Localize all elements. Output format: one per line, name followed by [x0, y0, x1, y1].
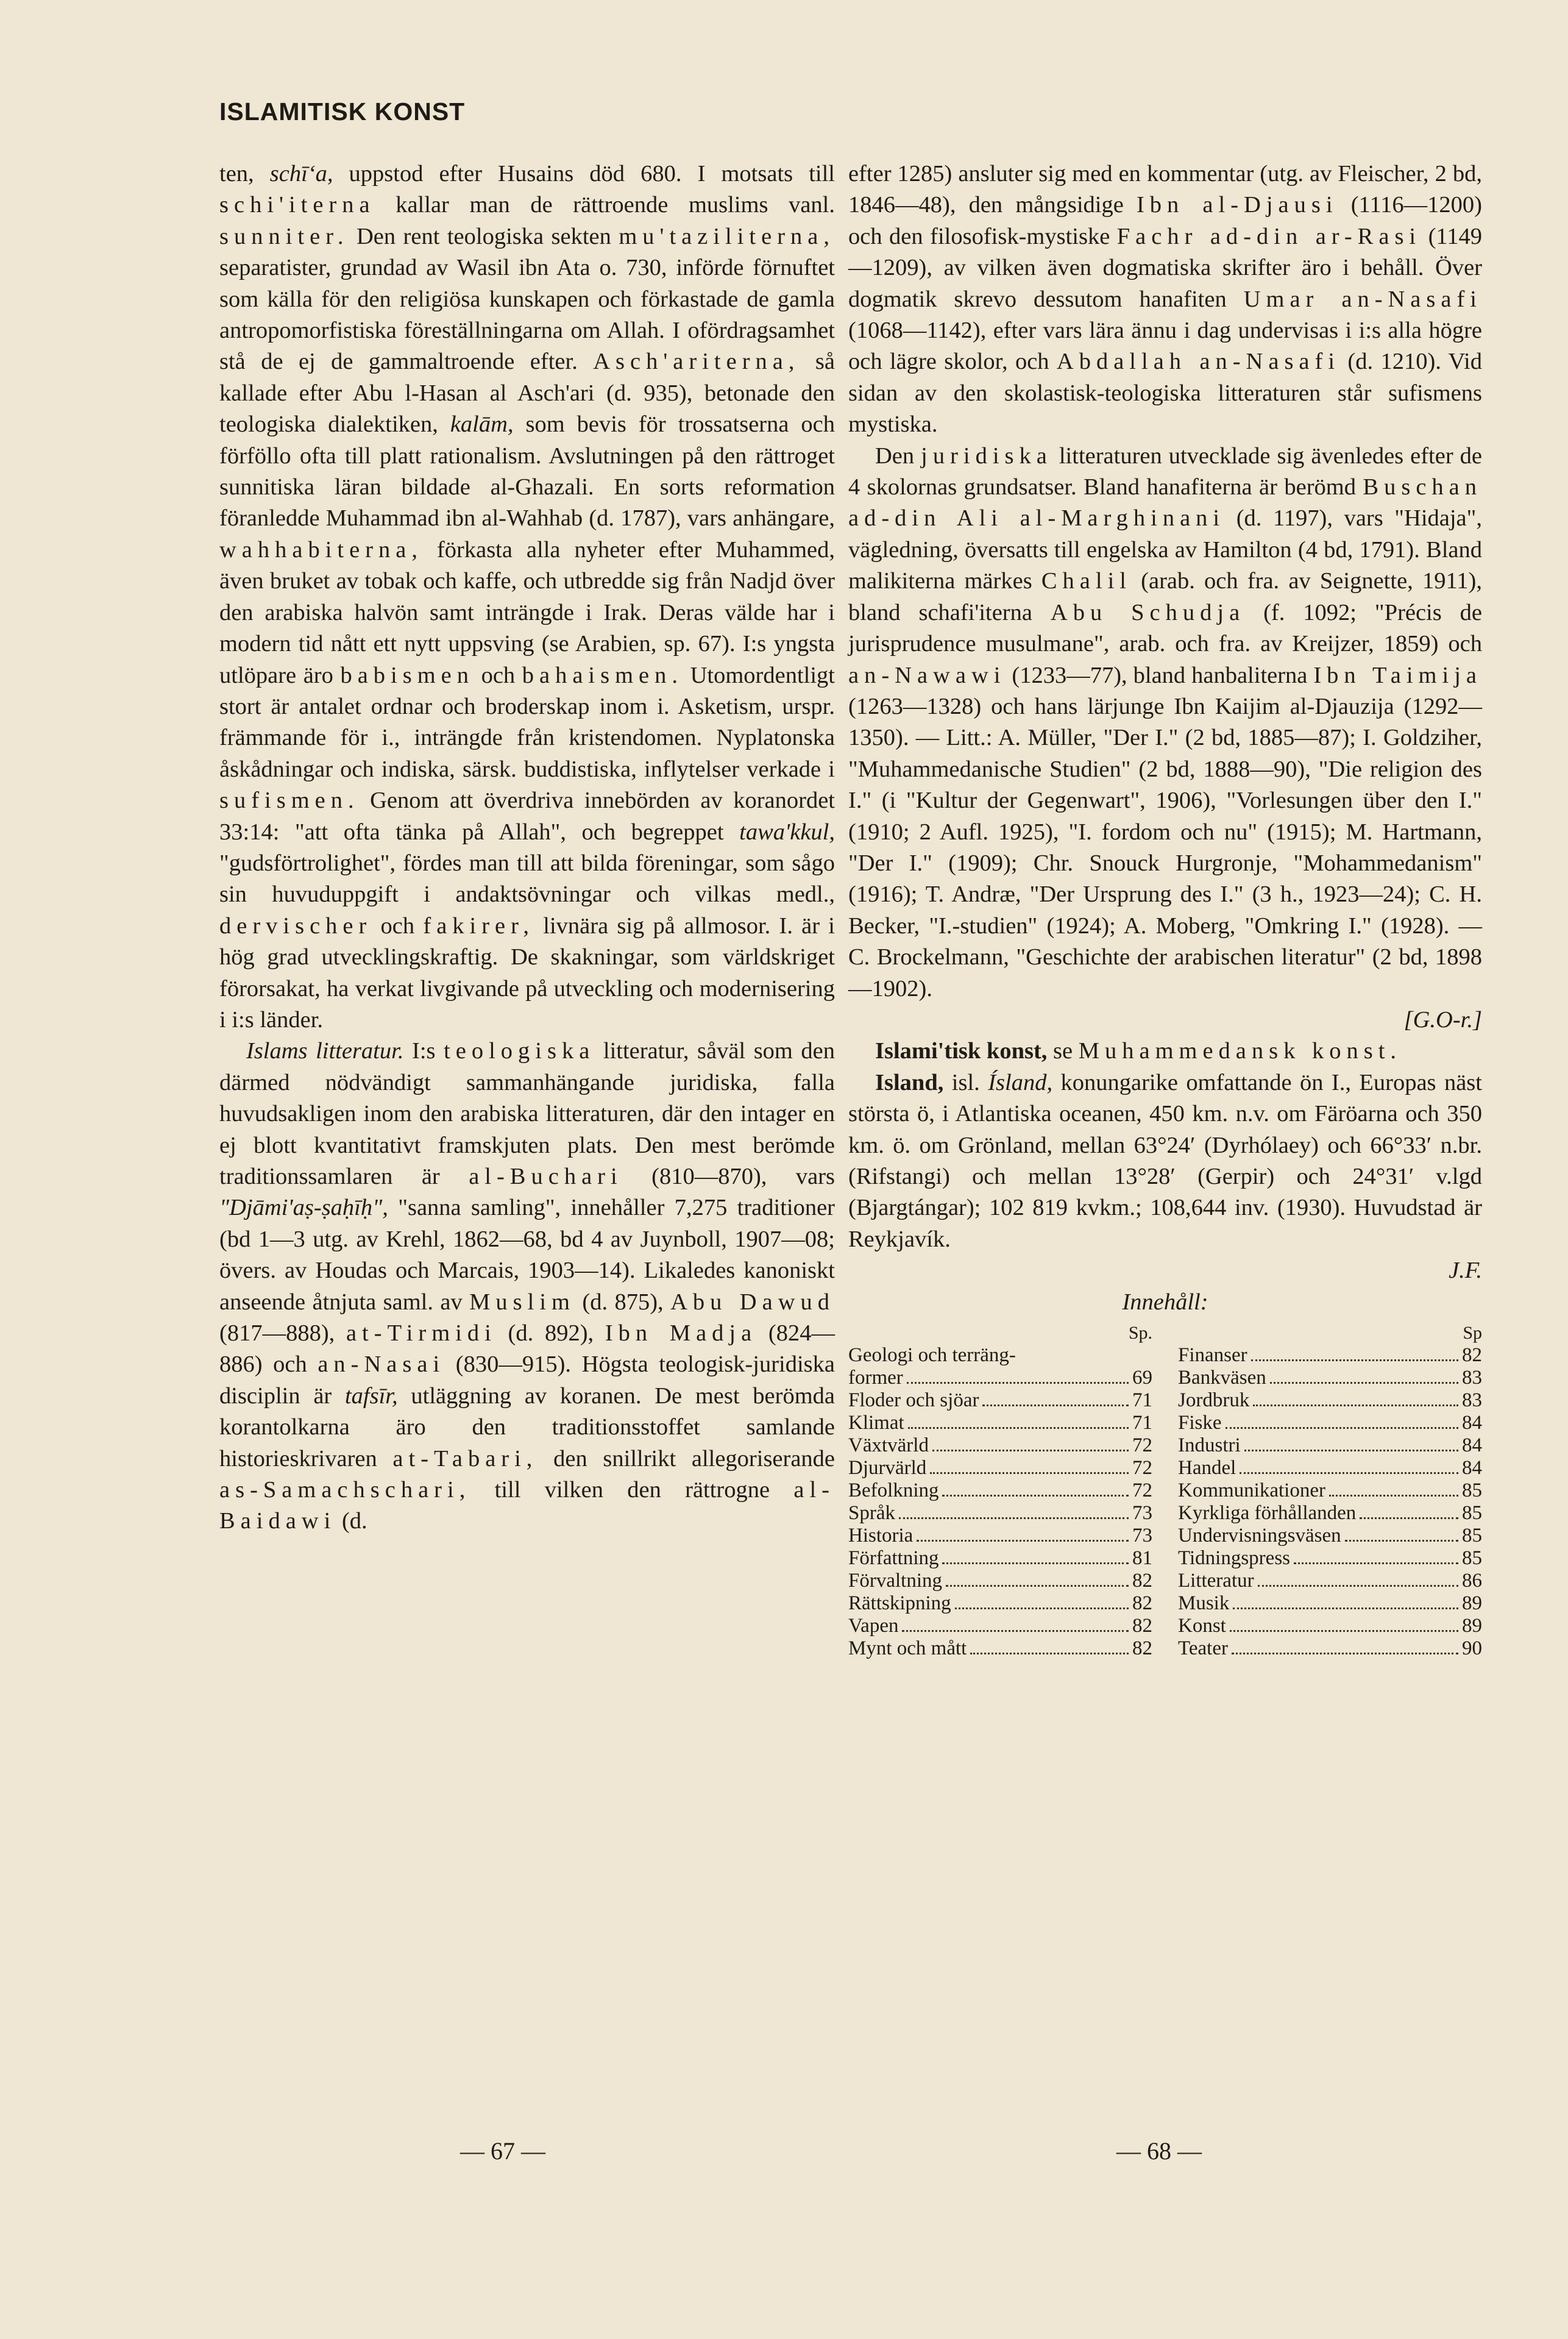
contents-item-leader — [1360, 1517, 1458, 1519]
contents-item-page: 72 — [1132, 1457, 1152, 1479]
contents-title: Innehåll: — [1122, 1289, 1208, 1315]
left-column-text-run: Islams litteratur. — [246, 1038, 404, 1064]
left-column-text-run: Ibn Madja — [605, 1320, 757, 1347]
left-column-text-run: mu'taziliterna, — [619, 223, 835, 249]
contents-item-label: Förvaltning — [848, 1570, 942, 1592]
left-column-text-run: (d. 875), — [575, 1289, 671, 1315]
left-column-paragraph — [219, 1036, 835, 1537]
contents-item-label: Geologi och terräng- — [848, 1344, 1016, 1367]
left-column-text-run: som bevis för trossatserna och förföllo ofta till platt rationalism. Avslutningen på den rättroget sunnitiska läran bildade al-Ghazali. En sorts reformation föranledde Muhammad ibn al-Wahhab (d. 1787), vars anhängare, — [219, 411, 835, 532]
contents-item — [1178, 1412, 1482, 1434]
contents-item-label: Klimat — [848, 1412, 904, 1434]
contents-item — [848, 1525, 1152, 1547]
entry-islamitisk-ref: Muhammedansk konst. — [1078, 1038, 1402, 1064]
contents-list-left — [848, 1344, 1152, 1660]
contents-item-label: former — [848, 1367, 903, 1389]
contents-item-page: 85 — [1462, 1525, 1482, 1547]
headword-islamitisk: Islami'tisk konst, — [875, 1038, 1048, 1064]
left-column-text-run: tawa'kkul, — [739, 819, 835, 845]
right-column-text-run: (1233—77), bland hanbaliterna — [1006, 662, 1314, 688]
left-column-text-run: (830—915). Högsta teologisk-juridiska disciplin är — [219, 1351, 835, 1409]
contents-item-leader — [946, 1585, 1129, 1587]
contents-item-label: Industri — [1178, 1434, 1241, 1457]
left-column-text-run: den snillrikt allegoriserande — [537, 1445, 835, 1472]
contents-item-page: 73 — [1132, 1502, 1152, 1525]
left-column-text-run: till vilken den rättrogne — [470, 1477, 794, 1503]
left-column-text-run: förkasta alla nyheter efter Muhammed, även bruket av tobak och kaffe, och utbredde sig från Nadjd över den arabiska halvön samt inträngde i Irak. Deras välde har i modern tid nått ett nytt uppsving (se Arabien, sp. 67). I:s yngsta utlöpare äro — [219, 536, 835, 688]
contents-item — [848, 1570, 1152, 1592]
right-column-text-run: (1149—1209), av vilken även dogmatiska skrifter äro i behåll. Över dogmatik skrevo dessutom hanafiten — [848, 223, 1483, 312]
contents-item-leader — [1294, 1562, 1458, 1564]
contents-item — [1178, 1525, 1482, 1547]
contents-item-page: 73 — [1132, 1525, 1152, 1547]
left-column-text-run: kallar man de rättroende muslims vanl. — [375, 192, 835, 218]
contents-item-leader — [1253, 1404, 1458, 1406]
right-column-text — [848, 158, 1482, 1005]
contents-item-label: Jordbruk — [1178, 1389, 1250, 1412]
contents-table — [848, 1322, 1482, 1660]
contents-left — [848, 1322, 1152, 1660]
contents-item-page: 72 — [1132, 1434, 1152, 1457]
left-column-text-run: dervischer — [219, 913, 372, 939]
left-column-text-run: as-Samachschari, — [219, 1477, 471, 1503]
left-column-text-run: Genom att överdriva innebörden av koranordet 33:14: "att ofta tänka på Allah", och begreppet — [219, 788, 835, 845]
contents-item-leader — [1230, 1630, 1458, 1632]
contents-item-leader — [1244, 1450, 1458, 1451]
contents-item — [848, 1637, 1152, 1660]
contents-item-leader — [1329, 1495, 1458, 1497]
contents-item — [1178, 1457, 1482, 1479]
left-column-text-run: I:s — [403, 1038, 444, 1064]
left-column-text-run: ten, — [219, 161, 270, 187]
contents-item-label: Författning — [848, 1547, 939, 1570]
contents-item-leader — [955, 1607, 1129, 1609]
contents-item-leader — [930, 1472, 1129, 1474]
right-column-paragraph — [848, 158, 1482, 441]
contents-item-leader — [970, 1653, 1129, 1654]
contents-item-label: Språk — [848, 1502, 895, 1525]
right-column-text-run: Fachr ad-din ar-Rasi — [1116, 223, 1422, 249]
contents-item-leader — [1251, 1359, 1458, 1361]
contents-item — [1178, 1344, 1482, 1367]
left-column-text-run: al-Buchari — [469, 1164, 623, 1189]
left-column-text-run: Abu Dawud — [670, 1289, 835, 1315]
contents-item-page: 85 — [1462, 1502, 1482, 1525]
left-column-text-run: (d. — [336, 1508, 367, 1534]
contents-item-label: Vapen — [848, 1615, 899, 1637]
contents-item — [848, 1344, 1152, 1367]
contents-item — [848, 1367, 1152, 1389]
contents-list-right — [1178, 1344, 1482, 1660]
left-column-text-run: (817—888), — [219, 1320, 346, 1347]
contents-item — [1178, 1502, 1482, 1525]
entry-islamitisk-text: se — [1047, 1038, 1079, 1064]
left-column-text-run: livnära sig på allmosor. I. är i hög grad utvecklingskraftig. De skakningar, som världskriget förorsakat, ha verkat livgivande på utveckling och modernisering i i:s länder. — [219, 913, 835, 1033]
right-column-text-run: Ibn al-Djausi — [1136, 192, 1338, 218]
left-column-text-run: och — [372, 913, 424, 939]
contents-item-page: 84 — [1462, 1457, 1482, 1479]
contents-item-page: 84 — [1462, 1434, 1482, 1457]
contents-item-leader — [1226, 1427, 1458, 1429]
contents-item-label: Befolkning — [848, 1479, 939, 1502]
contents-item-label: Mynt och mått — [848, 1637, 967, 1660]
contents-item — [848, 1615, 1152, 1637]
contents-item-label: Rättskipning — [848, 1592, 951, 1615]
contents-item-page: 89 — [1462, 1615, 1482, 1637]
left-column-text-run: "Djāmi'aṣ-ṣaḥīḥ", — [219, 1195, 388, 1221]
contents-item-page: 83 — [1462, 1367, 1482, 1389]
right-column-text-run: (arab. och fra. av Seignette, 1911), bland schafi'iterna — [848, 568, 1482, 625]
contents-item-page: 85 — [1462, 1479, 1482, 1502]
contents-item-page: 72 — [1132, 1479, 1152, 1502]
contents-item-leader — [1270, 1382, 1458, 1384]
right-column-text-run: (f. 1092; "Précis de jurisprudence musulmane", arab. och fra. av Kreijzer, 1859) och — [848, 599, 1483, 657]
page-number-left: — 67 — — [460, 2137, 545, 2165]
entry-island-text2: konungarike omfattande ön I., Europas näst största ö, i Atlantiska oceanen, 450 km. n.v. om Färöarna och 350 km. ö. om Grönland, mellan 63°24′ (Dyrhólaey) och 66°33′ n.br. (Rifstangi) och mellan 13°28′ (Gerpir) och 24°31′ v.lgd (Bjargtángar); 102 819 kvkm.; 108,644 inv. (1930). Huvudstad är Reykjavík. — [848, 1069, 1482, 1252]
contents-item — [1178, 1479, 1482, 1502]
contents-item — [848, 1479, 1152, 1502]
left-column — [219, 158, 835, 1537]
left-column-text-run: schī‘a, — [269, 161, 333, 187]
right-column-text-run: juridiska — [921, 443, 1052, 469]
contents-item-page: 83 — [1462, 1389, 1482, 1412]
contents-item — [1178, 1389, 1482, 1412]
left-column-text-run: an-Nasai — [318, 1351, 445, 1378]
left-column-text-run: babismen — [340, 662, 475, 688]
contents-item-page: 81 — [1132, 1547, 1152, 1570]
entry-island-text1: isl. — [943, 1069, 988, 1095]
contents-item — [848, 1412, 1152, 1434]
contents-item-leader — [982, 1404, 1129, 1406]
right-column-text-run: (d. 1197), vars "Hidaja", vägledning, översatts till engelska av Hamilton (4 bd, 1791). Bland malikiterna märkes — [848, 505, 1482, 594]
left-column-text-run: så kallade efter Abu l-Hasan al Asch'ari (d. 935), betonade den teologiska dialektiken, — [219, 349, 835, 438]
contents-item-label: Floder och sjöar — [848, 1389, 979, 1412]
left-column-text-run: uppstod efter Husains död 680. I motsats till — [333, 161, 835, 187]
left-column-text-run: "sanna samling", innehåller 7,275 traditioner (bd 1—3 utg. av Krehl, 1862—68, bd 4 av Juynboll, 1907—08; övers. av Houdas och Marcais, 1903—14). Likaledes kanoniskt anseende åtnjuta saml. av — [219, 1195, 835, 1315]
contents-col-head-right: Sp — [1463, 1323, 1482, 1344]
contents-item — [848, 1547, 1152, 1570]
contents-item — [848, 1457, 1152, 1479]
left-column-text-run: litteratur, såväl som den därmed nödvändigt sammanhängande juridiska, falla huvudsakligen inom den arabiska litteraturen, där den intager en ej blott kvantitativt framskjuten plats. Den mest berömde traditionssamlaren är — [219, 1038, 835, 1189]
contents-item-leader — [932, 1450, 1129, 1451]
page-number-right: — 68 — — [1116, 2137, 1202, 2165]
contents-item-label: Finanser — [1178, 1344, 1247, 1367]
contents-item — [1178, 1570, 1482, 1592]
contents-item — [1178, 1637, 1482, 1660]
left-column-text-run: Den rent teologiska sekten — [349, 223, 619, 249]
contents-item-page: 85 — [1462, 1547, 1482, 1570]
contents-right — [1178, 1322, 1482, 1660]
contents-item-label: Kyrkliga förhållanden — [1178, 1502, 1357, 1525]
contents-item-label: Djurvärld — [848, 1457, 927, 1479]
contents-item-label: Teater — [1178, 1637, 1228, 1660]
left-column-text-run: teologiska — [444, 1038, 595, 1064]
headword-island: Island, — [875, 1069, 944, 1095]
right-column-text-run: litteraturen utvecklade sig ävenledes efter de 4 skolornas grundsatser. Bland hanafiterna är berömd — [848, 443, 1482, 500]
contents-item — [1178, 1434, 1482, 1457]
right-column-text-run: (1263—1328) och hans lärjunge Ibn Kaijim al-Djauzija (1292—1350). — Litt.: A. Müller, "Der I." (2 bd, 1885—87); I. Goldziher, "Muhammedanische Studien" (2 bd, 1888—90), "Die religion des I." (i "Kultur der Gegenwart", 1906), "Vorlesungen über den I." (1910; 2 Aufl. 1925), "I. fordom och nu" (1915); M. Hartmann, "Der I." (1909); Chr. Snouck Hurgronje, "Mohammedanism" (1916); T. Andræ, "Der Ursprung des I." (3 h., 1923—24); C. H. Becker, "I.-studien" (1924); A. Moberg, "Omkring I." (1928). — C. Brockelmann, "Geschichte der arabischen literatur" (2 bd, 1898—1902). — [848, 693, 1482, 1002]
contents-item — [848, 1389, 1152, 1412]
contents-item-page: 82 — [1132, 1592, 1152, 1615]
left-column-text-run: at-Tirmidi — [346, 1320, 497, 1347]
right-column-text-run: Chalil — [1041, 568, 1132, 594]
contents-item-label: Fiske — [1178, 1412, 1222, 1434]
left-column-text-run: "gudsförtrolighet", fördes man till att bilda föreningar, som sågo sin huvuduppgift i andaktsövningar och vilkas medl., — [219, 850, 835, 908]
left-column-text-run: sufismen. — [219, 788, 360, 814]
contents-item-label: Växtvärld — [848, 1434, 929, 1457]
contents-col-head-left: Sp. — [1128, 1323, 1152, 1344]
contents-item-label: Handel — [1178, 1457, 1236, 1479]
contents-item — [848, 1592, 1152, 1615]
contents-item-label: Litteratur — [1178, 1570, 1254, 1592]
contents-item-page: 82 — [1132, 1637, 1152, 1660]
left-column-text-run: schi'iterna — [219, 192, 375, 218]
left-column-text-run: (810—870), vars — [622, 1164, 835, 1189]
contents-item-page: 71 — [1132, 1389, 1152, 1412]
contents-item-leader — [902, 1630, 1129, 1632]
right-column-paragraph — [848, 441, 1482, 1005]
contents-item-label: Tidningspress — [1178, 1547, 1290, 1570]
right-column-text-run: (d. 1210). Vid sidan av den skolastisk-teologiska litteraturen står sufismens mystiska. — [848, 349, 1482, 438]
right-column-text-run: (1068—1142), efter vars lära ännu i dag undervisas i i:s alla högre och lägre skolor, och — [848, 318, 1482, 375]
entry-islamitisk-konst — [848, 1036, 1482, 1067]
contents-item-page: 84 — [1462, 1412, 1482, 1434]
contents-item-page: 90 — [1462, 1637, 1482, 1660]
contents-item-page: 82 — [1132, 1615, 1152, 1637]
right-column-text-run: Buschan ad-din Ali al-Marghinani — [848, 474, 1482, 532]
right-column-text-run: Abdallah an-Nasafi — [1056, 349, 1341, 375]
contents-item — [848, 1434, 1152, 1457]
left-column-text-run: wahhabiterna, — [219, 536, 423, 563]
left-column-text-run: fakirer, — [423, 913, 535, 939]
contents-item-leader — [1233, 1607, 1458, 1609]
contents-item — [1178, 1615, 1482, 1637]
contents-item-page: 82 — [1462, 1344, 1482, 1367]
left-column-text-run: sunniter. — [219, 223, 349, 249]
contents-item-leader — [907, 1382, 1129, 1384]
left-column-text-run: al-Baidawi — [219, 1477, 835, 1534]
left-column-text-run: Muslim — [469, 1289, 575, 1315]
left-column-text-run: (824—886) och — [219, 1320, 835, 1378]
left-column-text-run: bahaismen. — [522, 662, 684, 688]
contents-item-label: Musik — [1178, 1592, 1230, 1615]
right-column-text-run: Den — [875, 443, 921, 469]
contents-item-page: 86 — [1462, 1570, 1482, 1592]
left-column-text-run: (d. 892), — [496, 1320, 605, 1347]
signature-gor: [G.O-r.] — [1403, 1006, 1482, 1033]
signature-jf: J.F. — [1449, 1258, 1482, 1284]
contents-item — [1178, 1367, 1482, 1389]
contents-item — [848, 1502, 1152, 1525]
contents-item-page: 82 — [1132, 1570, 1152, 1592]
contents-item-leader — [917, 1540, 1129, 1542]
contents-item-leader — [1240, 1472, 1458, 1474]
contents-item — [1178, 1592, 1482, 1615]
right-column-text-run: an-Nawawi — [848, 662, 1006, 688]
contents-item-label: Undervisningsväsen — [1178, 1525, 1341, 1547]
contents-item-leader — [1345, 1540, 1458, 1542]
contents-item-leader — [942, 1495, 1129, 1497]
entry-island-native: Ísland, — [988, 1069, 1053, 1095]
right-column-text-run: Umar an-Nasafi — [1243, 286, 1482, 312]
right-column-text-run: Abu Schudja — [1050, 599, 1246, 625]
left-column-text-run: at-Tabari, — [392, 1445, 538, 1472]
contents-item — [1178, 1547, 1482, 1570]
left-column-text-run: separatister, grundad av Wasil ibn Ata o. 730, införde förnuftet som källa för den religiösa kunskapen och förkastade de gamla antropomorfistiska föreställningarna om Allah. I ofördragsamhet stå de ej de gammaltroende efter. — [219, 255, 835, 375]
left-column-text-run: kalām, — [450, 411, 514, 438]
contents-item-page: 71 — [1132, 1412, 1152, 1434]
contents-item-label: Historia — [848, 1525, 913, 1547]
left-column-text-run: utläggning av koranen. De mest berömda korantolkarna äro den traditionsstoffet samlande historieskrivaren — [219, 1383, 835, 1472]
right-column-text-run: efter 1285) ansluter sig med en kommentar (utg. av Fleischer, 2 bd, 1846—48), den mångsidige — [848, 161, 1482, 218]
left-column-text-run: och — [474, 662, 522, 688]
right-column — [848, 158, 1482, 1660]
entry-island — [848, 1067, 1482, 1255]
contents-item-page: 69 — [1132, 1367, 1152, 1389]
contents-item-leader — [908, 1427, 1129, 1429]
contents-item-leader — [899, 1517, 1129, 1519]
running-header: ISLAMITISK KONST — [219, 98, 466, 126]
contents-item-page: 89 — [1462, 1592, 1482, 1615]
contents-item-leader — [942, 1562, 1129, 1564]
right-column-text-run: Ibn Taimija — [1313, 662, 1482, 688]
contents-item-label: Kommunikationer — [1178, 1479, 1325, 1502]
left-column-text-run: tafsīr, — [344, 1383, 398, 1409]
contents-item-leader — [1258, 1585, 1458, 1587]
right-column-text-run: (1116—1200) och den filosofisk-mystiske — [848, 192, 1482, 249]
contents-item-label: Bankväsen — [1178, 1367, 1266, 1389]
left-column-paragraph — [219, 158, 835, 1036]
contents-item-leader — [1232, 1653, 1458, 1654]
left-column-text-run: Asch'ariterna, — [593, 349, 800, 375]
left-column-text-run: Utomordentligt stort är antalet ordnar och broderskap inom i. Asketism, urspr. främmande för i., inträngde från kristendomen. Nyplatonska åskådningar och indiska, särsk. buddistiska, inflytelser verkade i — [219, 662, 835, 782]
contents-item-label: Konst — [1178, 1615, 1226, 1637]
